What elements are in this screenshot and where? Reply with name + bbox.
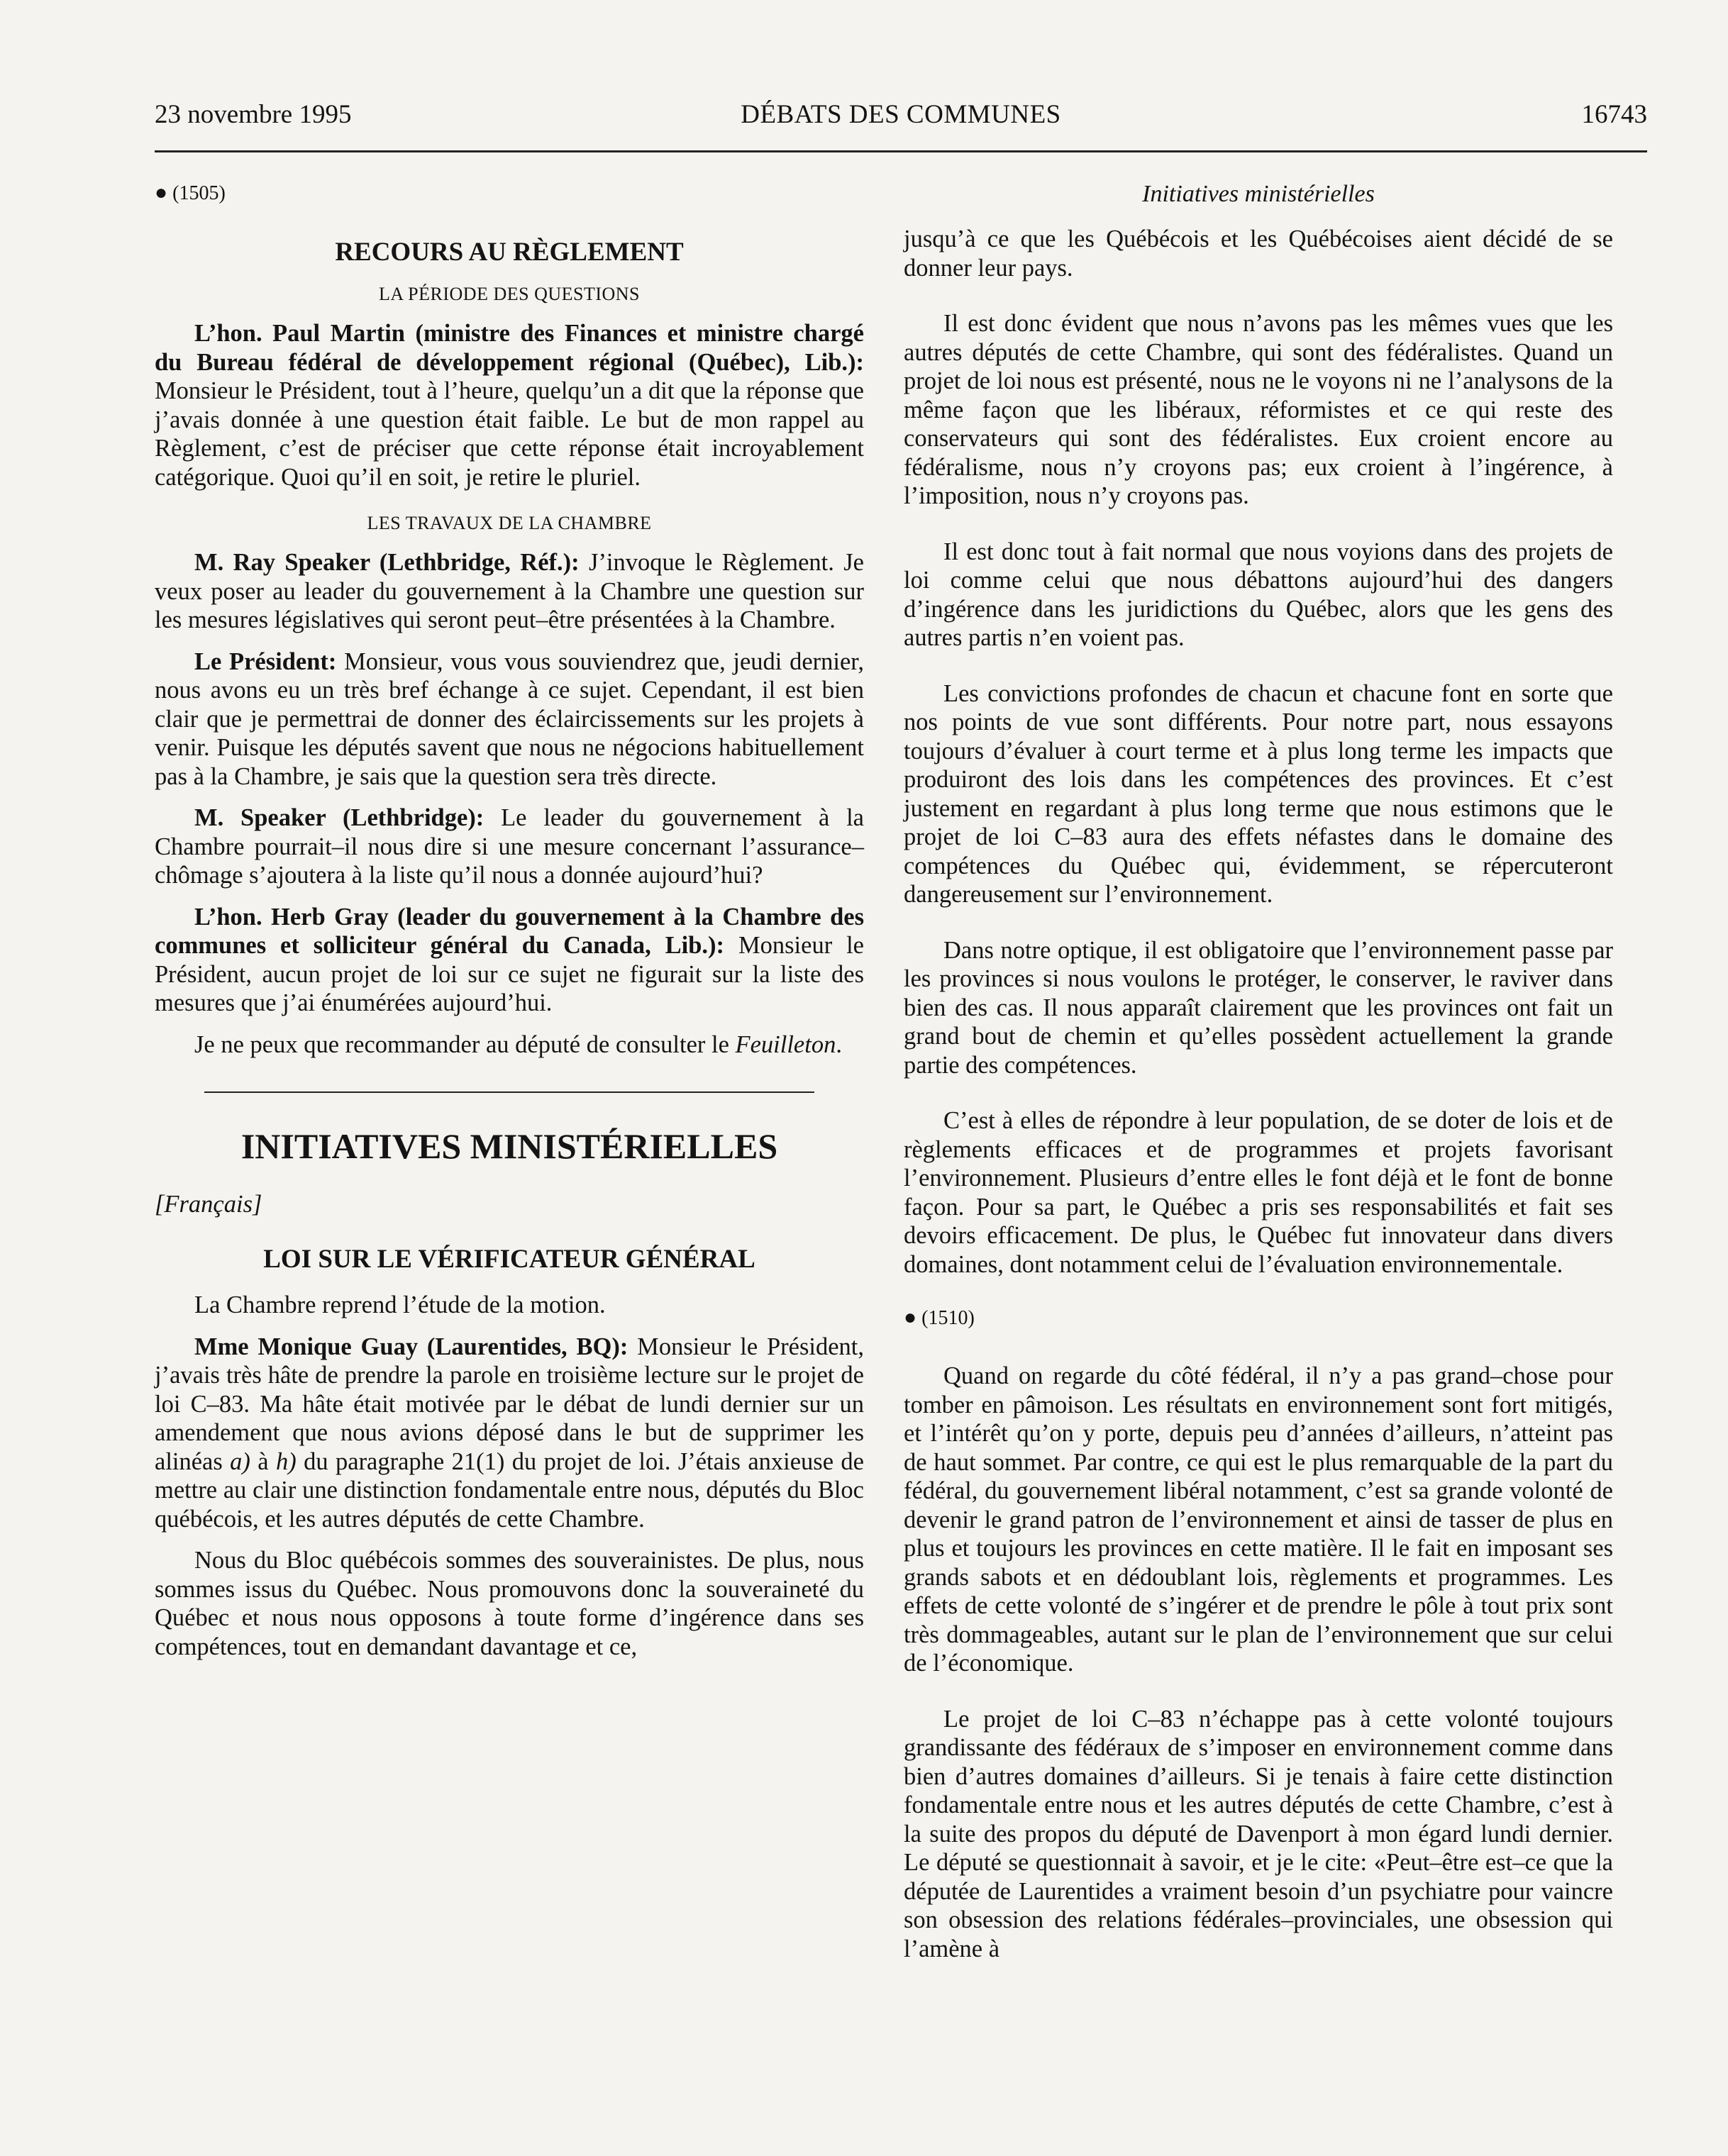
running-head: Initiatives ministérielles: [1142, 181, 1375, 207]
paragraph-r2: Il est donc évident que nous n’avons pas les mêmes vues que les autres députés de cette Chambre, qui sont des fédéralistes. Quand un projet de loi nous est présenté, nous ne le voyons ni ne l’analysons de la même façon que les libéraux, réformistes et ce qui reste des conservateurs qui sont des fédéralistes. Eux croient encore au fédéralisme, nous n’y croyons pas; eux croient à l’ingérence, à l’imposition, nous n’y croyons pas.: [904, 310, 1613, 509]
speaker-name: L’hon. Paul Martin (ministre des Finances et ministre chargé du Bureau fédéral de développement régional (Québec), Lib.):: [155, 320, 864, 376]
bullet-icon: ●: [904, 1306, 917, 1329]
speech-text: à: [250, 1447, 276, 1475]
paragraph-bloc: Nous du Bloc québécois sommes des souverainistes. De plus, nous sommes issus du Québec. Nous promouvons donc la souveraineté du Québec et nous nous opposons à toute forme d’ingérence dans ses compétences, tout en demandant davantage et ce,: [155, 1547, 864, 1660]
paragraph-r1: jusqu’à ce que les Québécois et les Québécoises aient décidé de se donner leur pays.: [904, 226, 1613, 282]
header-page-number: 16743: [1581, 100, 1647, 129]
bullet-icon: ●: [155, 181, 168, 204]
big-heading-initiatives: INITIATIVES MINISTÉRIELLES: [240, 1126, 778, 1166]
subheading-periode-questions: LA PÉRIODE DES QUESTIONS: [378, 284, 641, 304]
paragraph-r7: Quand on regarde du côté fédéral, il n’y a pas grand–chose pour tomber en pâmoison. Les résultats en environnement sont fort mitigés, et l’intérêt qu’on y porte, depuis peu d’années d’ailleurs, n’atteint pas de haut sommet. Par contre, ce qui est le plus remarquable de la part du fédéral, du gouvernement libéral notamment, c’est sa grande volonté de devenir le grand patron de l’environnement et ainsi de tasser de plus en plus et toujours les provinces en cette matière. Il le fait en imposant ses grands sabots et en dédoublant lois, règlements et programmes. Les effets de cette volonté de s’ingérer et de prendre le pôle à tout prix sont très dommageables, autant sur le plan de l’environnement que sur celui de l’économique.: [904, 1362, 1613, 1677]
italic-h: h): [276, 1447, 297, 1475]
paragraph-r5: Dans notre optique, il est obligatoire que l’environnement passe par les provinces si nous voulons le protéger, le conserver, le raviver dans bien des cas. Il nous apparaît clairement que les provinces ont fait un grand bout de chemin et qu’elles possèdent actuellement la grande partie des compétences.: [904, 936, 1613, 1079]
paragraph-r4: Les convictions profondes de chacun et chacune font en sorte que nos points de vue sont différents. Pour notre part, nous essayons toujours d’évaluer à court terme et à plus long terme les impacts que produiront des lois dans les compétences des provinces. Et c’est justement en regardant à plus long terme que nous estimons que le projet de loi C–83 aura des effets néfastes dans le domaine des compétences du Québec qui, évidemment, se répercuteront dangereusement sur l’environnement.: [904, 679, 1613, 908]
paragraph-feuilleton: [155, 1030, 864, 1060]
paragraph-r3: Il est donc tout à fait normal que nous voyions dans des projets de loi comme celui que nous débattons aujourd’hui des dangers d’ingérence dans les juridictions du Québec, alors que les gens des autres partis n’en voient pas.: [904, 538, 1613, 651]
language-tag: [Français]: [155, 1191, 262, 1218]
paragraph-speaker-1: [155, 548, 864, 635]
right-column: [904, 181, 1613, 1976]
paragraph-gray: [155, 903, 864, 1018]
header-rule: [155, 150, 1647, 152]
timestamp-text: (1510): [921, 1307, 975, 1329]
section-heading-recours: RECOURS AU RÈGLEMENT: [335, 238, 684, 267]
speech-text: Je ne peux que recommander au député de consulter le: [194, 1030, 736, 1058]
paragraph-reprend: La Chambre reprend l’étude de la motion.: [194, 1291, 606, 1318]
speaker-name: L’hon. Herb Gray (leader du gouvernement à la Chambre des communes et solliciteur général du Canada, Lib.):: [155, 903, 864, 959]
timestamp-1505: [155, 181, 864, 206]
left-column: [155, 181, 864, 1674]
page-header: [155, 99, 1647, 142]
paragraph-martin: [155, 319, 864, 491]
italic-feuilleton: Feuilleton: [735, 1030, 836, 1058]
paragraph-r6: C’est à elles de répondre à leur population, de se doter de lois et de règlements efficaces et de programmes et projets favorisant l’environnement. Plusieurs d’entre elles le font déjà et le font de bonne façon. Pour sa part, le Québec a pris ses responsabilités et fait ses devoirs efficacement. De plus, le Québec fut innovateur dans divers domaines, dont notamment celui de l’évaluation environnementale.: [904, 1107, 1613, 1278]
paragraph-president: [155, 648, 864, 791]
speaker-name: Le Président:: [194, 648, 337, 675]
speaker-name: M. Speaker (Lethbridge):: [194, 804, 484, 831]
speech-text-end: .: [836, 1030, 842, 1058]
speaker-name: M. Ray Speaker (Lethbridge, Réf.):: [194, 549, 580, 576]
speech-text: J’invoque le Règlement. Je veux poser au leader du gouvernement à la Chambre une question sur les mesures législatives qui seront peut–être présentées à la Chambre.: [155, 549, 864, 633]
timestamp-1510: [904, 1306, 1613, 1330]
speech-text: Monsieur, vous vous souviendrez que, jeudi dernier, nous avons eu un très bref échange à ce sujet. Cependant, il est bien clair que je permettrai de donner des éclaircissements sur les projets à venir. Puisque les députés savent que nous ne négocions habituellement pas à la Chambre, je sais que la question sera très directe.: [155, 648, 864, 790]
timestamp-text: (1505): [172, 182, 226, 204]
speech-text: Monsieur le Président, tout à l’heure, quelqu’un a dit que la réponse que j’avais donnée à une question était faible. Le but de mon rappel au Règlement, c’est de préciser que cette réponse était incroyablement catégorique. Quoi qu’il en soit, je retire le pluriel.: [155, 377, 864, 491]
paragraph-guay: [155, 1333, 864, 1534]
speech-text: du paragraphe 21(1) du projet de loi. J’étais anxieuse de mettre au clair une distinction fondamentale entre nous, députés du Bloc québécois, et les autres députés de cette Chambre.: [155, 1447, 864, 1533]
speaker-name: Mme Monique Guay (Laurentides, BQ):: [194, 1333, 628, 1360]
paragraph-speaker-2: [155, 804, 864, 890]
speech-text: Monsieur le Président, aucun projet de loi sur ce sujet ne figurait sur la liste des mesures que j’ai énumérées aujourd’hui.: [155, 932, 864, 1016]
section-divider: [204, 1091, 814, 1093]
speech-text: Le leader du gouvernement à la Chambre pourrait–il nous dire si une mesure concernant l’assurance–chômage s’ajoutera à la liste qu’il nous a donnée aujourd’hui?: [155, 804, 864, 889]
header-date: 23 novembre 1995: [155, 100, 352, 129]
subheading-travaux: LES TRAVAUX DE LA CHAMBRE: [367, 513, 652, 533]
paragraph-r8: Le projet de loi C–83 n’échappe pas à cette volonté toujours grandissante des fédéraux de s’imposer en environnement comme dans bien d’autres domaines d’ailleurs. Si je tenais à faire cette distinction fondamentale entre nous et les autres députés de cette Chambre, c’est à la suite des propos du député de Davenport à mon égard lundi dernier. Le député se questionnait à savoir, et je le cite: «Peut–être est–ce que la députée de Laurentides a vraiment besoin d’un psychiatre pour vaincre son obsession des relations fédérales–provinciales, une obsession qui l’amène à: [904, 1705, 1613, 1962]
header-title: DÉBATS DES COMMUNES: [741, 100, 1061, 129]
section-heading-verificateur: LOI SUR LE VÉRIFICATEUR GÉNÉRAL: [263, 1245, 755, 1274]
italic-a: a): [230, 1447, 250, 1475]
speech-text: Monsieur le Président, j’avais très hâte de prendre la parole en troisième lecture sur le projet de loi C–83. Ma hâte était motivée par le débat de lundi dernier sur un amendement que nous avions déposé dans le but de supprimer les alinéas: [155, 1333, 864, 1475]
